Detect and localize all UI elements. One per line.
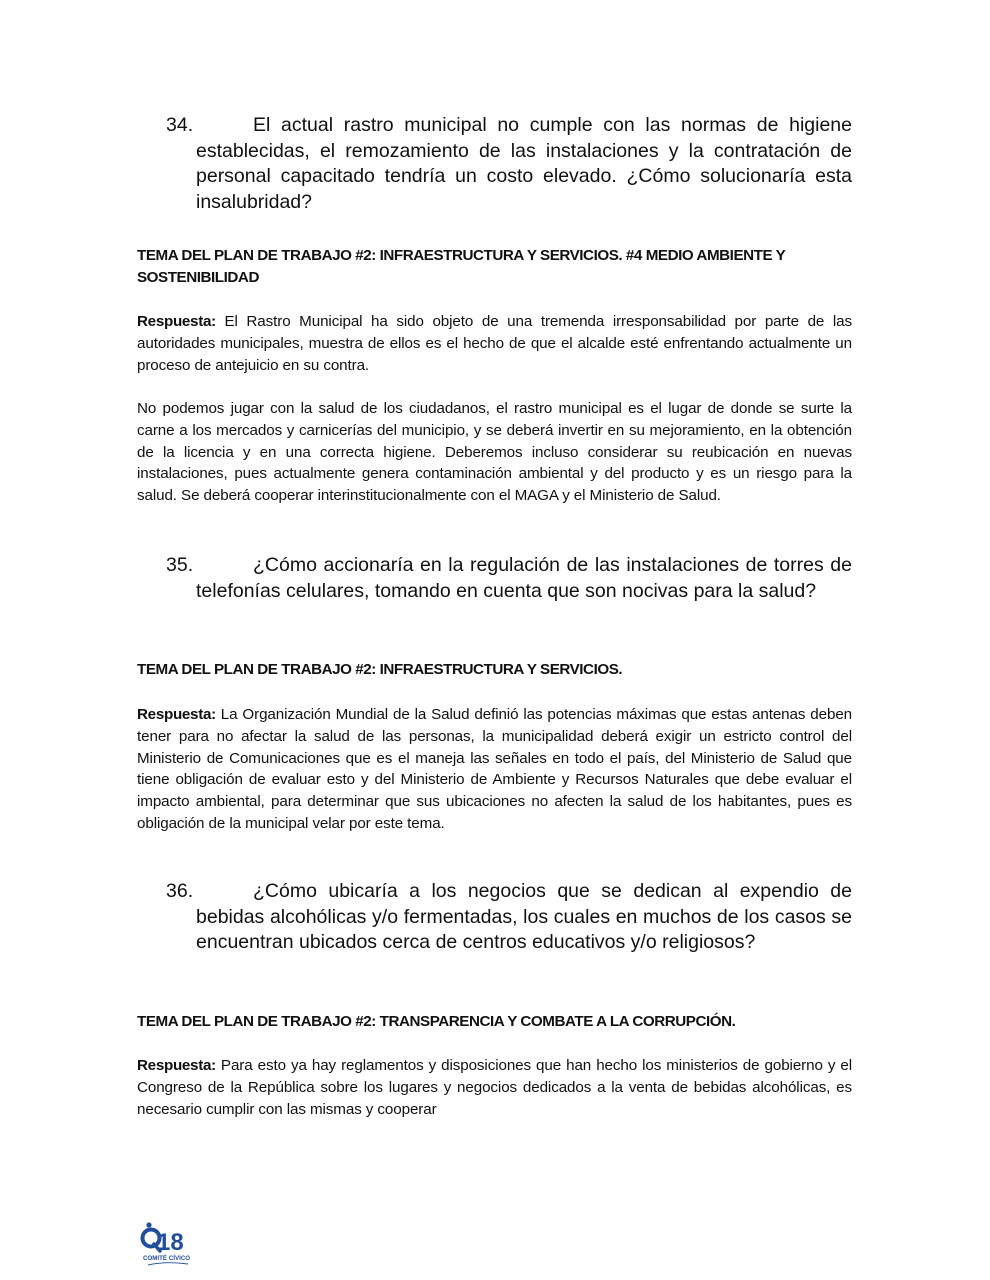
- comite-civico-logo: [140, 1220, 194, 1268]
- respuesta-text: El Rastro Municipal ha sido objeto de una tremenda irresponsabilidad por parte de las autoridades municipales, muestra de ellos es el hecho de que el alcalde esté enfrentando actualmente un proceso de antejuicio en su contra.: [137, 313, 852, 374]
- logo-number: 18: [157, 1229, 184, 1256]
- respuesta-paragraph: [137, 704, 852, 835]
- question-number: 36.: [166, 880, 194, 902]
- body-paragraph: No podemos jugar con la salud de los ciudadanos, el rastro municipal es el lugar de donde se surte la carne a los mercados y carnicerías del municipio, y se deberá invertir en su mejoramiento, en la obtención de la licencia y en una correcta higiene. Deberemos incluso considerar su reubicación en nuevas instalaciones, pues actualmente genera contaminación ambiental y del producto y es un riesgo para la salud. Se deberá cooperar interinstitucionalmente con el MAGA y el Ministerio de Salud.: [137, 400, 852, 505]
- question-35: [166, 553, 852, 604]
- respuesta-label: Respuesta:: [137, 313, 216, 330]
- logo-dot: [146, 1222, 151, 1227]
- tema-heading: TEMA DEL PLAN DE TRABAJO #2: INFRAESTRUCTURA Y SERVICIOS.: [137, 661, 623, 678]
- question-text: ¿Cómo accionaría en la regulación de las instalaciones de torres de telefonías celulares, tomando en cuenta que son nocivas para la salud?: [196, 554, 852, 602]
- question-number: 34.: [166, 114, 194, 136]
- question-text: ¿Cómo ubicaría a los negocios que se dedican al expendio de bebidas alcohólicas y/o fermentadas, los cuales en muchos de los casos se encuentran ubicados cerca de centros educativos y/o religiosos?: [196, 880, 852, 954]
- respuesta-paragraph: [137, 1055, 852, 1120]
- respuesta-label: Respuesta:: [137, 1057, 216, 1074]
- question-number: 35.: [166, 554, 194, 576]
- respuesta-paragraph: [137, 311, 852, 376]
- question-text: El actual rastro municipal no cumple con las normas de higiene establecidas, el remozamiento de las instalaciones y la contratación de personal capacitado tendría un costo elevado. ¿Cómo solucionaría esta insalubridad?: [196, 114, 852, 213]
- tema-heading: TEMA DEL PLAN DE TRABAJO #2: TRANSPARENCIA Y COMBATE A LA CORRUPCIÓN.: [137, 1013, 736, 1030]
- question-36: [166, 879, 852, 956]
- logo-subtext: COMITÉ CÍVICO: [143, 1255, 191, 1262]
- logo-signature: [148, 1263, 188, 1265]
- respuesta-text: Para esto ya hay reglamentos y disposiciones que han hecho los ministerios de gobierno y el Congreso de la República sobre los lugares y negocios dedicados a la venta de bebidas alcohólicas, es necesario cumplir con las mismas y cooperar: [137, 1057, 853, 1118]
- tema-heading: TEMA DEL PLAN DE TRABAJO #2: INFRAESTRUCTURA Y SERVICIOS. #4 MEDIO AMBIENTE Y SOSTENIBILIDAD: [137, 247, 786, 286]
- question-34: [166, 113, 852, 215]
- respuesta-label: Respuesta:: [137, 706, 216, 723]
- respuesta-text: La Organización Mundial de la Salud definió las potencias máximas que estas antenas deben tener para no afectar la salud de las personas, la municipalidad deberá exigir un estricto control del Ministerio de Comunicaciones que es el maneja las señales en todo el país, del Ministerio de Salud que tiene obligación de evaluar esto y del Ministerio de Ambiente y Recursos Naturales que debe evaluar el impacto ambiental, para determinar que sus ubicaciones no afecten la salud de los habitantes, pues es obligación de la municipal velar por este tema.: [137, 706, 853, 832]
